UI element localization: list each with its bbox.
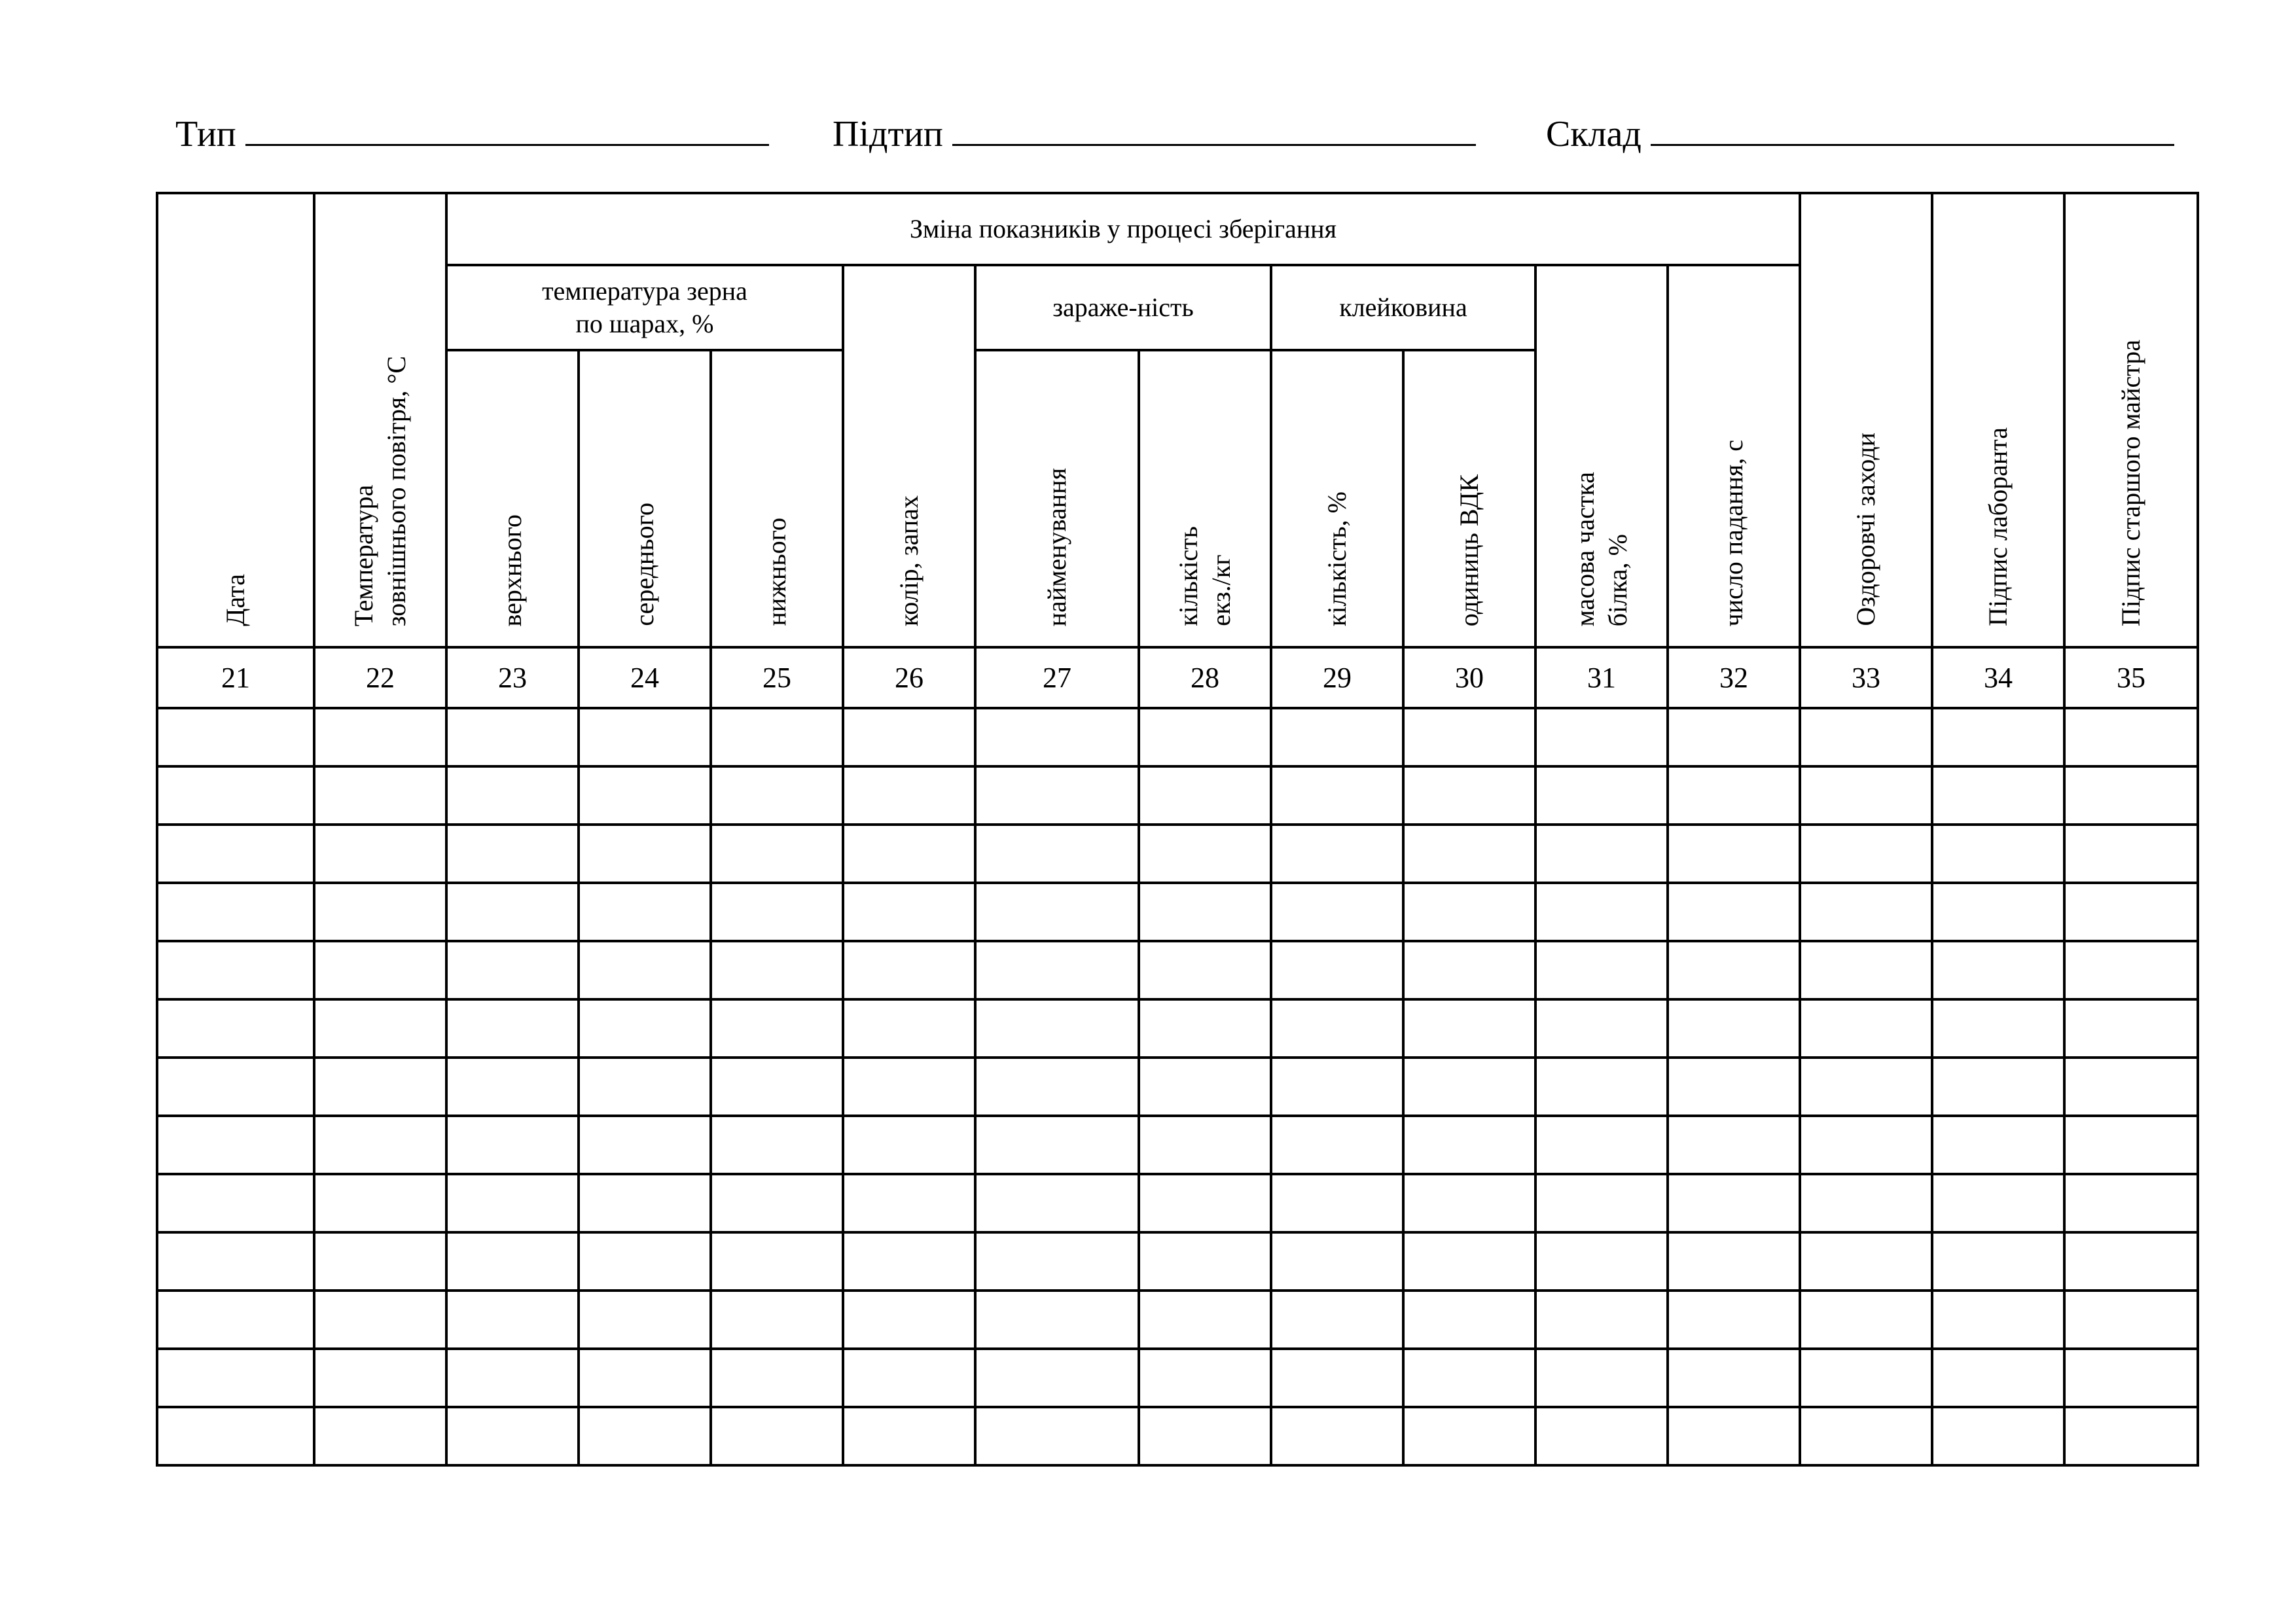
table-cell[interactable] [1668, 999, 1800, 1058]
table-cell[interactable] [1668, 1116, 1800, 1174]
col-header-upper: верхнього [446, 350, 579, 647]
table-cell[interactable] [1800, 1058, 1932, 1116]
subtype-field [833, 105, 1476, 160]
table-cell[interactable] [711, 1407, 843, 1465]
col-header-middle: середнього [579, 350, 711, 647]
table-cell[interactable] [843, 941, 975, 999]
table-cell[interactable] [1800, 941, 1932, 999]
table-cell[interactable] [1403, 1407, 1535, 1465]
table-cell[interactable] [446, 1349, 579, 1407]
table-cell[interactable] [2064, 941, 2198, 999]
table-cell[interactable] [1535, 1291, 1668, 1349]
table-cell[interactable] [446, 999, 579, 1058]
table-row [157, 1058, 2198, 1116]
table-cell[interactable] [446, 825, 579, 883]
col-number: 25 [711, 647, 843, 708]
table-cell[interactable] [975, 999, 1139, 1058]
table-cell[interactable] [157, 1291, 314, 1349]
table-cell[interactable] [1668, 708, 1800, 766]
col-header-pest-count: кількість екз./кг [1139, 350, 1271, 647]
table-cell[interactable] [1932, 1174, 2064, 1232]
table-cell[interactable] [314, 708, 446, 766]
store-field [1546, 105, 2174, 160]
table-cell[interactable] [1668, 883, 1800, 941]
table-cell[interactable] [1932, 766, 2064, 825]
table-cell[interactable] [446, 1407, 579, 1465]
table-cell[interactable] [579, 1232, 711, 1291]
table-cell[interactable] [711, 766, 843, 825]
storage-log-table [156, 192, 2199, 1467]
subtype-blank-line[interactable] [952, 105, 1476, 146]
table-cell[interactable] [1403, 1116, 1535, 1174]
table-cell[interactable] [975, 766, 1139, 825]
table-row [157, 825, 2198, 883]
group-header-infestation: зараже-ність [975, 265, 1271, 350]
col-header-protein: масова частка білка, % [1535, 265, 1668, 647]
table-cell[interactable] [975, 1232, 1139, 1291]
table-cell[interactable] [1668, 1174, 1800, 1232]
table-cell[interactable] [1932, 1349, 2064, 1407]
table-cell[interactable] [579, 1174, 711, 1232]
table-cell[interactable] [446, 766, 579, 825]
col-number: 27 [975, 647, 1139, 708]
table-cell[interactable] [1271, 825, 1403, 883]
group-header-grain-temp: температура зерна по шарах, % [446, 265, 843, 350]
table-cell[interactable] [843, 1349, 975, 1407]
table-cell[interactable] [1403, 825, 1535, 883]
table-cell[interactable] [157, 941, 314, 999]
table-cell[interactable] [1668, 1232, 1800, 1291]
table-cell[interactable] [1800, 1174, 1932, 1232]
table-cell[interactable] [1535, 941, 1668, 999]
table-cell[interactable] [446, 941, 579, 999]
col-number: 30 [1403, 647, 1535, 708]
table-cell[interactable] [1271, 1232, 1403, 1291]
table-cell[interactable] [975, 1116, 1139, 1174]
table-cell[interactable] [2064, 708, 2198, 766]
table-row [157, 1116, 2198, 1174]
table-cell[interactable] [975, 1349, 1139, 1407]
table-cell[interactable] [1800, 883, 1932, 941]
table-cell[interactable] [1932, 1232, 2064, 1291]
table-cell[interactable] [1139, 883, 1271, 941]
table-cell[interactable] [314, 883, 446, 941]
table-row [157, 999, 2198, 1058]
column-number-row [157, 647, 2198, 708]
type-field [175, 105, 769, 160]
table-cell[interactable] [1271, 1116, 1403, 1174]
table-cell[interactable] [1932, 941, 2064, 999]
store-blank-line[interactable] [1651, 105, 2174, 146]
table-row [157, 1407, 2198, 1465]
col-number: 22 [314, 647, 446, 708]
col-header-gluten-percent: кількість, % [1271, 350, 1403, 647]
table-cell[interactable] [157, 766, 314, 825]
table-cell[interactable] [843, 1232, 975, 1291]
table-cell[interactable] [579, 1291, 711, 1349]
table-cell[interactable] [1403, 1232, 1535, 1291]
table-cell[interactable] [446, 1116, 579, 1174]
table-cell[interactable] [1932, 883, 2064, 941]
table-cell[interactable] [1139, 1291, 1271, 1349]
col-number: 33 [1800, 647, 1932, 708]
table-row [157, 883, 2198, 941]
col-header-lower: нижнього [711, 350, 843, 647]
table-cell[interactable] [1139, 1349, 1271, 1407]
table-cell[interactable] [1800, 1232, 1932, 1291]
table-cell[interactable] [1535, 1349, 1668, 1407]
header-row-1 [157, 193, 2198, 265]
col-number: 31 [1535, 647, 1668, 708]
table-cell[interactable] [1139, 1232, 1271, 1291]
table-cell[interactable] [446, 1174, 579, 1232]
table-row [157, 1232, 2198, 1291]
table-cell[interactable] [157, 1174, 314, 1232]
col-number: 26 [843, 647, 975, 708]
table-cell[interactable] [711, 999, 843, 1058]
table-cell[interactable] [157, 1407, 314, 1465]
table-cell[interactable] [157, 825, 314, 883]
table-cell[interactable] [579, 1349, 711, 1407]
table-cell[interactable] [1271, 766, 1403, 825]
table-cell[interactable] [1271, 1349, 1403, 1407]
table-cell[interactable] [1535, 883, 1668, 941]
table-cell[interactable] [1403, 999, 1535, 1058]
table-cell[interactable] [1932, 1407, 2064, 1465]
table-cell[interactable] [1932, 1116, 2064, 1174]
table-row [157, 1174, 2198, 1232]
table-cell[interactable] [314, 941, 446, 999]
table-cell[interactable] [2064, 1116, 2198, 1174]
table-cell[interactable] [446, 1232, 579, 1291]
table-cell[interactable] [1800, 708, 1932, 766]
table-cell[interactable] [1139, 825, 1271, 883]
table-cell[interactable] [1271, 941, 1403, 999]
table-cell[interactable] [579, 1116, 711, 1174]
table-cell[interactable] [1800, 1291, 1932, 1349]
col-number: 23 [446, 647, 579, 708]
table-cell[interactable] [1403, 766, 1535, 825]
table-cell[interactable] [1271, 1407, 1403, 1465]
table-cell[interactable] [975, 1407, 1139, 1465]
table-cell[interactable] [1800, 1116, 1932, 1174]
col-number: 32 [1668, 647, 1800, 708]
table-cell[interactable] [1403, 883, 1535, 941]
table-cell[interactable] [1668, 766, 1800, 825]
table-cell[interactable] [1139, 941, 1271, 999]
table-cell[interactable] [1271, 1291, 1403, 1349]
table-cell[interactable] [1403, 1291, 1535, 1349]
table-cell[interactable] [975, 1291, 1139, 1349]
table-cell[interactable] [2064, 883, 2198, 941]
table-cell[interactable] [579, 883, 711, 941]
table-cell[interactable] [711, 941, 843, 999]
table-cell[interactable] [843, 1407, 975, 1465]
table-cell[interactable] [1932, 825, 2064, 883]
table-cell[interactable] [975, 1174, 1139, 1232]
table-cell[interactable] [1139, 1407, 1271, 1465]
col-header-health-measures: Оздоровчі заходи [1800, 193, 1932, 647]
table-cell[interactable] [1932, 999, 2064, 1058]
table-row [157, 708, 2198, 766]
col-header-lab-signature: Підпис лаборанта [1932, 193, 2064, 647]
table-cell[interactable] [711, 1349, 843, 1407]
table-cell[interactable] [2064, 1058, 2198, 1116]
table-cell[interactable] [1668, 941, 1800, 999]
table-cell[interactable] [1139, 766, 1271, 825]
table-cell[interactable] [711, 1232, 843, 1291]
table-cell[interactable] [314, 1174, 446, 1232]
table-cell[interactable] [1271, 883, 1403, 941]
table-cell[interactable] [711, 1174, 843, 1232]
table-cell[interactable] [975, 1058, 1139, 1116]
table-cell[interactable] [843, 825, 975, 883]
col-number: 28 [1139, 647, 1271, 708]
table-cell[interactable] [2064, 1232, 2198, 1291]
col-number: 34 [1932, 647, 2064, 708]
table-cell[interactable] [1668, 1291, 1800, 1349]
table-cell[interactable] [1271, 708, 1403, 766]
table-cell[interactable] [579, 825, 711, 883]
empty-rows [157, 708, 2198, 1465]
table-cell[interactable] [2064, 825, 2198, 883]
table-row [157, 766, 2198, 825]
table-cell[interactable] [711, 1116, 843, 1174]
table-cell[interactable] [157, 708, 314, 766]
table-cell[interactable] [1800, 999, 1932, 1058]
table-cell[interactable] [314, 1058, 446, 1116]
table-cell[interactable] [1403, 1174, 1535, 1232]
col-header-date: Дата [157, 193, 314, 647]
col-number: 35 [2064, 647, 2198, 708]
table-cell[interactable] [1535, 1232, 1668, 1291]
table-cell[interactable] [579, 999, 711, 1058]
table-cell[interactable] [314, 1407, 446, 1465]
table-cell[interactable] [843, 766, 975, 825]
group-header-storage-changes: Зміна показників у процесі зберігання [446, 193, 1800, 265]
col-number: 24 [579, 647, 711, 708]
table-cell[interactable] [1535, 708, 1668, 766]
table-cell[interactable] [711, 1291, 843, 1349]
table-cell[interactable] [1800, 1407, 1932, 1465]
table-cell[interactable] [975, 825, 1139, 883]
table-cell[interactable] [579, 766, 711, 825]
table-cell[interactable] [1535, 1058, 1668, 1116]
table-cell[interactable] [1535, 766, 1668, 825]
table-cell[interactable] [1403, 1349, 1535, 1407]
type-label: Тип [175, 114, 236, 154]
table-cell[interactable] [2064, 1174, 2198, 1232]
table-cell[interactable] [1403, 708, 1535, 766]
table-cell[interactable] [2064, 999, 2198, 1058]
col-header-gluten-units: одиниць ВДК [1403, 350, 1535, 647]
table-cell[interactable] [843, 1174, 975, 1232]
table-cell[interactable] [1271, 1058, 1403, 1116]
col-header-color-smell: колір, запах [843, 265, 975, 647]
table-cell[interactable] [446, 883, 579, 941]
table-cell[interactable] [579, 1058, 711, 1116]
table-cell[interactable] [314, 999, 446, 1058]
table-cell[interactable] [1800, 825, 1932, 883]
table-cell[interactable] [1668, 1058, 1800, 1116]
table-cell[interactable] [157, 1058, 314, 1116]
table-cell[interactable] [2064, 1291, 2198, 1349]
table-cell[interactable] [1535, 825, 1668, 883]
table-cell[interactable] [579, 941, 711, 999]
table-cell[interactable] [975, 941, 1139, 999]
table-cell[interactable] [157, 1349, 314, 1407]
col-header-pest-name: найменування [975, 350, 1139, 647]
table-row [157, 941, 2198, 999]
table-cell[interactable] [157, 883, 314, 941]
table-cell[interactable] [1668, 1407, 1800, 1465]
table-cell[interactable] [1535, 1174, 1668, 1232]
col-number: 29 [1271, 647, 1403, 708]
table-cell[interactable] [843, 1058, 975, 1116]
table-cell[interactable] [1535, 1116, 1668, 1174]
store-label: Склад [1546, 114, 1641, 154]
table-cell[interactable] [1139, 708, 1271, 766]
table-cell[interactable] [1271, 1174, 1403, 1232]
table-cell[interactable] [157, 1116, 314, 1174]
table-cell[interactable] [1800, 766, 1932, 825]
table-cell[interactable] [843, 999, 975, 1058]
table-cell[interactable] [1271, 999, 1403, 1058]
table-cell[interactable] [446, 708, 579, 766]
table-cell[interactable] [1139, 1058, 1271, 1116]
table-cell[interactable] [1668, 1349, 1800, 1407]
table-cell[interactable] [975, 708, 1139, 766]
table-cell[interactable] [1139, 999, 1271, 1058]
table-cell[interactable] [1403, 1058, 1535, 1116]
table-cell[interactable] [1535, 999, 1668, 1058]
table-cell[interactable] [314, 1116, 446, 1174]
subtype-label: Підтип [833, 114, 943, 154]
col-number: 21 [157, 647, 314, 708]
table-cell[interactable] [314, 825, 446, 883]
table-cell[interactable] [314, 1349, 446, 1407]
table-cell[interactable] [1403, 941, 1535, 999]
table-cell[interactable] [2064, 766, 2198, 825]
table-cell[interactable] [314, 1232, 446, 1291]
table-cell[interactable] [446, 1291, 579, 1349]
table-row [157, 1291, 2198, 1349]
table-cell[interactable] [1535, 1407, 1668, 1465]
group-header-gluten: клейковина [1271, 265, 1535, 350]
table-cell[interactable] [157, 999, 314, 1058]
table-cell[interactable] [975, 883, 1139, 941]
table-cell[interactable] [1932, 708, 2064, 766]
table-cell[interactable] [314, 766, 446, 825]
table-cell[interactable] [1139, 1116, 1271, 1174]
table-cell[interactable] [711, 1058, 843, 1116]
table-cell[interactable] [711, 825, 843, 883]
table-cell[interactable] [579, 1407, 711, 1465]
table-cell[interactable] [579, 708, 711, 766]
table-row [157, 1349, 2198, 1407]
type-blank-line[interactable] [245, 105, 769, 146]
table-cell[interactable] [2064, 1407, 2198, 1465]
table-cell[interactable] [843, 1291, 975, 1349]
table-cell[interactable] [1800, 1349, 1932, 1407]
table-cell[interactable] [2064, 1349, 2198, 1407]
table-cell[interactable] [314, 1291, 446, 1349]
table-cell[interactable] [1139, 1174, 1271, 1232]
table-cell[interactable] [711, 883, 843, 941]
table-cell[interactable] [157, 1232, 314, 1291]
table-cell[interactable] [843, 708, 975, 766]
col-header-foreman-signature: Підпис старшого майстра [2064, 193, 2198, 647]
table-cell[interactable] [1668, 825, 1800, 883]
col-header-falling-number: число падання, с [1668, 265, 1800, 647]
col-header-outdoor-temp: Температура зовнішнього повітря, °С [314, 193, 446, 647]
table-cell[interactable] [711, 708, 843, 766]
table-cell[interactable] [1932, 1291, 2064, 1349]
table-cell[interactable] [843, 1116, 975, 1174]
table-cell[interactable] [1932, 1058, 2064, 1116]
table-cell[interactable] [446, 1058, 579, 1116]
table-cell[interactable] [843, 883, 975, 941]
